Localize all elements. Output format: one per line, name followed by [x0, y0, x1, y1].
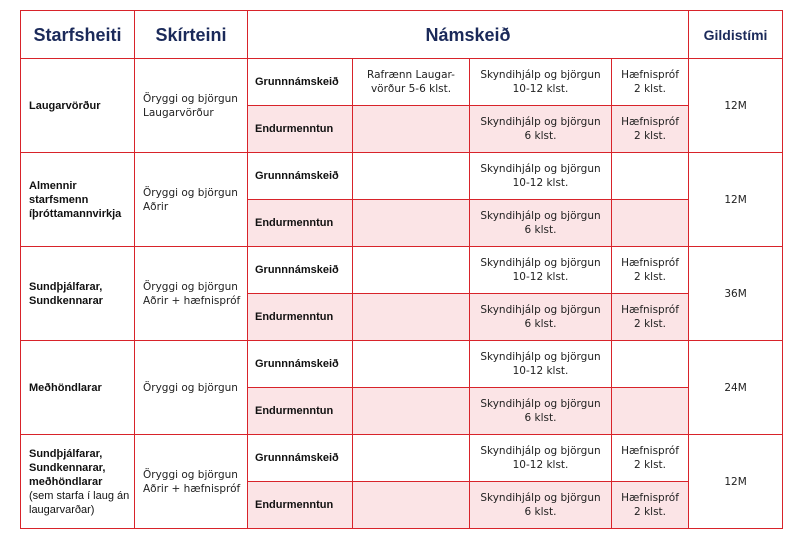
- job-title-line: Sundkennarar,: [29, 461, 106, 474]
- job-title-line: Sundþjálfarar,: [29, 447, 103, 460]
- course-cell: Skyndihjálp og björgun 10-12 klst.: [470, 341, 612, 388]
- validity-cell: 12M: [689, 435, 783, 529]
- validity-cell: 24M: [689, 341, 783, 435]
- certificate-cell: Öryggi og björgun: [135, 341, 248, 435]
- course-type-cell: Grunnnámskeið: [248, 247, 353, 294]
- course-cell: [353, 200, 470, 247]
- course-cell: Skyndihjálp og björgun 10-12 klst.: [470, 435, 612, 482]
- course-cell: Skyndihjálp og björgun 6 klst.: [470, 294, 612, 341]
- table-row: [21, 247, 783, 294]
- header-certificate: Skírteini: [135, 11, 248, 59]
- course-cell: Skyndihjálp og björgun 10-12 klst.: [470, 59, 612, 106]
- course-cell: [612, 341, 689, 388]
- course-cell: [353, 106, 470, 153]
- course-cell: Skyndihjálp og björgun 6 klst.: [470, 106, 612, 153]
- course-cell: Hæfnispróf 2 klst.: [612, 294, 689, 341]
- job-title-cell: [21, 153, 135, 247]
- course-type-cell: Endurmenntun: [248, 388, 353, 435]
- certificate-cell: Öryggi og björgun Laugarvörður: [135, 59, 248, 153]
- job-title-cell: [21, 435, 135, 529]
- validity-cell: 12M: [689, 59, 783, 153]
- course-cell: [612, 388, 689, 435]
- course-cell: Rafrænn Laugar-vörður 5-6 klst.: [353, 59, 470, 106]
- job-title-line: meðhöndlarar: [29, 475, 103, 488]
- course-type-cell: Endurmenntun: [248, 294, 353, 341]
- certificate-cell: Öryggi og björgun Aðrir: [135, 153, 248, 247]
- certificate-cell: Öryggi og björgun Aðrir + hæfnispróf: [135, 247, 248, 341]
- table-body: [21, 59, 783, 529]
- job-title-line: Sundþjálfarar,: [29, 280, 103, 293]
- course-cell: Hæfnispróf 2 klst.: [612, 106, 689, 153]
- course-cell: [353, 294, 470, 341]
- course-cell: [353, 341, 470, 388]
- course-type-cell: Grunnnámskeið: [248, 341, 353, 388]
- course-type-cell: Grunnnámskeið: [248, 59, 353, 106]
- course-cell: [612, 153, 689, 200]
- course-type-cell: Grunnnámskeið: [248, 435, 353, 482]
- job-title-cell: [21, 247, 135, 341]
- job-title-cell: [21, 59, 135, 153]
- course-cell: Hæfnispróf 2 klst.: [612, 435, 689, 482]
- certificate-cell: Öryggi og björgun Aðrir + hæfnispróf: [135, 435, 248, 529]
- course-type-cell: Endurmenntun: [248, 200, 353, 247]
- header-validity: Gildistími: [689, 11, 783, 59]
- course-cell: [612, 200, 689, 247]
- course-cell: [353, 153, 470, 200]
- course-type-cell: Endurmenntun: [248, 106, 353, 153]
- course-cell: Skyndihjálp og björgun 10-12 klst.: [470, 247, 612, 294]
- course-cell: Skyndihjálp og björgun 10-12 klst.: [470, 153, 612, 200]
- course-type-cell: Grunnnámskeið: [248, 153, 353, 200]
- course-type-cell: Endurmenntun: [248, 482, 353, 529]
- table-row: [21, 59, 783, 106]
- job-title-line: Laugarvörður: [29, 99, 101, 112]
- course-cell: Hæfnispróf 2 klst.: [612, 247, 689, 294]
- table-row: [21, 153, 783, 200]
- header-course: Námskeið: [248, 11, 689, 59]
- course-cell: Hæfnispróf 2 klst.: [612, 59, 689, 106]
- validity-cell: 12M: [689, 153, 783, 247]
- course-cell: [353, 388, 470, 435]
- certification-table: [20, 10, 783, 529]
- course-cell: Skyndihjálp og björgun 6 klst.: [470, 388, 612, 435]
- course-cell: Hæfnispróf 2 klst.: [612, 482, 689, 529]
- course-cell: [353, 435, 470, 482]
- table-row: [21, 341, 783, 388]
- job-title-line: Almennir starfsmenn íþróttamannvirkja: [29, 179, 122, 220]
- header-job-title: Starfsheiti: [21, 11, 135, 59]
- course-cell: [353, 247, 470, 294]
- validity-cell: 36M: [689, 247, 783, 341]
- job-title-note: (sem starfa í laug án laugarvarðar): [29, 489, 130, 516]
- course-cell: [353, 482, 470, 529]
- course-cell: Skyndihjálp og björgun 6 klst.: [470, 482, 612, 529]
- table-row: [21, 435, 783, 482]
- job-title-line: Meðhöndlarar: [29, 381, 102, 394]
- job-title-line: Sundkennarar: [29, 294, 103, 307]
- course-cell: Skyndihjálp og björgun 6 klst.: [470, 200, 612, 247]
- header-row: [21, 11, 783, 59]
- job-title-cell: [21, 341, 135, 435]
